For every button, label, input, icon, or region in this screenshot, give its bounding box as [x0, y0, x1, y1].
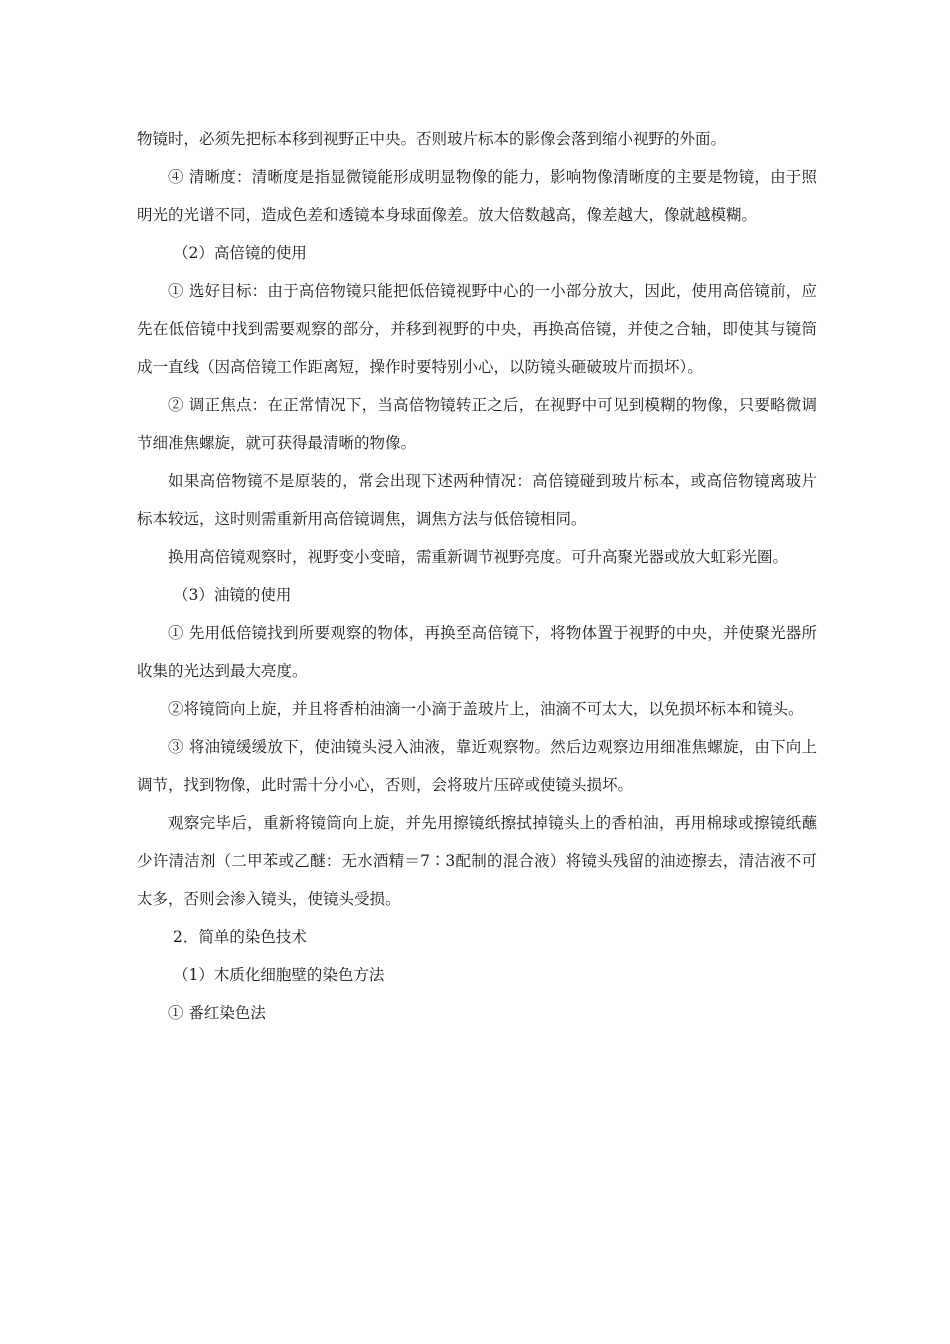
paragraph-non-original-lens: 如果高倍物镜不是原装的，常会出现下述两种情况：高倍镜碰到玻片标本，或高倍物镜离玻片标本较远，这时则需重新用高倍镜调焦，调焦方法与低倍镜相同。 [137, 472, 817, 528]
paragraph-cleanup: 观察完毕后，重新将镜筒向上旋，并先用擦镜纸擦拭掉镜头上的香柏油，再用棉球或擦镜纸蘸少许清洁剂（二甲苯或乙醚：无水酒精＝7∶3配制的混合液）将镜头残留的油迹擦去，清洁液不可太多，否则会渗入镜头，使镜头受损。 [137, 814, 817, 908]
section-heading-high-power: （2）高倍镜的使用 [173, 244, 307, 262]
paragraph-select-target: ① 选好目标：由于高倍物镜只能把低倍镜视野中心的一小部分放大，因此，使用高倍镜前，应先在低倍镜中找到需要观察的部分，并移到视野的中央，再换高倍镜，并使之合轴，即使其与镜筒成一直线（因高倍镜工作距离短，操作时要特别小心，以防镜头砸破玻片而损坏）。 [137, 282, 817, 376]
paragraph-clarity: ④ 清晰度：清晰度是指显微镜能形成明显物像的能力，影响物像清晰度的主要是物镜，由于照明光的光谱不同，造成色差和透镜本身球面像差。放大倍数越高，像差越大，像就越模糊。 [137, 168, 817, 224]
paragraph-oil-step-3: ③ 将油镜缓缓放下，使油镜头浸入油液，靠近观察物。然后边观察边用细准焦螺旋，由下向上调节，找到物像，此时需十分小心，否则，会将玻片压碎或使镜头损坏。 [137, 738, 817, 794]
paragraph-oil-step-2: ②将镜筒向上旋，并且将香柏油滴一小滴于盖玻片上，油滴不可太大，以免损坏标本和镜头。 [168, 700, 804, 718]
paragraph-oil-step-1: ① 先用低倍镜找到所要观察的物体，再换至高倍镜下，将物体置于视野的中央，并使聚光器所收集的光达到最大亮度。 [137, 624, 817, 680]
document-body [137, 120, 817, 1032]
paragraph-brightness: 换用高倍镜观察时，视野变小变暗，需重新调节视野亮度。可升高聚光器或放大虹彩光圈。 [168, 548, 789, 566]
section-heading-oil-lens: （3）油镜的使用 [173, 586, 292, 604]
paragraph-safranin-method: ① 番红染色法 [168, 1004, 266, 1022]
paragraph-adjust-focus: ② 调正焦点：在正常情况下，当高倍物镜转正之后，在视野中可见到模糊的物像，只要略微调节细准焦螺旋，就可获得最清晰的物像。 [137, 396, 817, 452]
section-heading-staining: 2．简单的染色技术 [173, 928, 307, 946]
paragraph-continuation: 物镜时，必须先把标本移到视野正中央。否则玻片标本的影像会落到缩小视野的外面。 [137, 130, 727, 148]
subsection-heading-lignified-wall: （1）木质化细胞壁的染色方法 [173, 966, 385, 984]
